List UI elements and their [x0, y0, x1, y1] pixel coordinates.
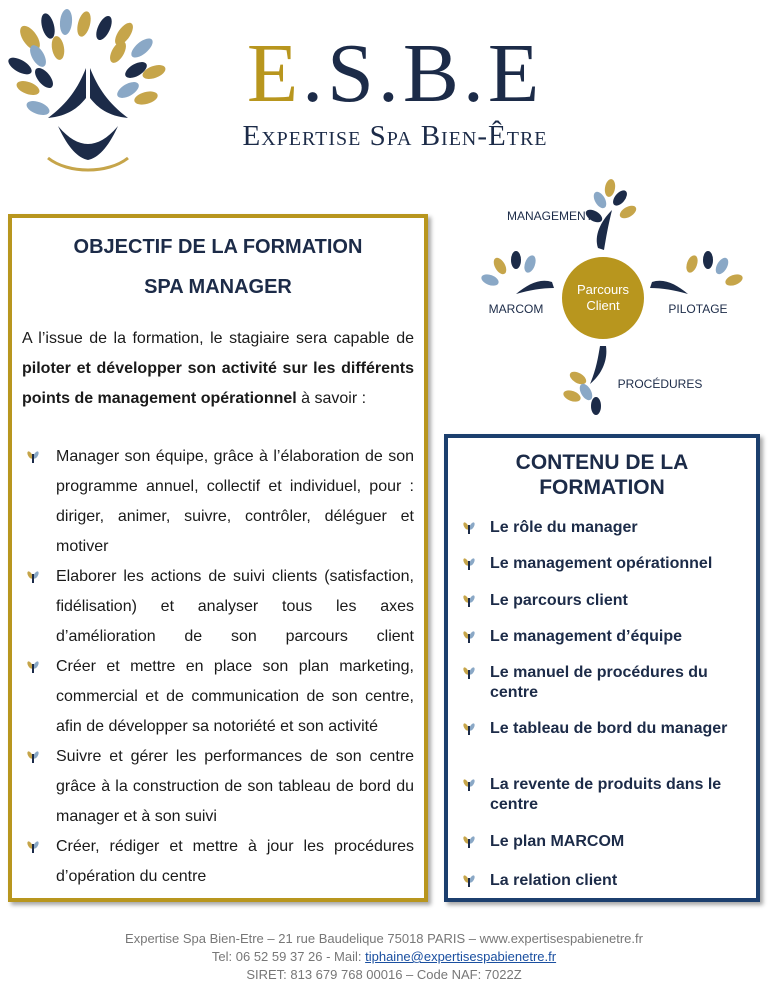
brand-subtitle: Expertise Spa Bien-Être — [242, 120, 548, 152]
footer-email-link[interactable]: tiphaine@expertisespabienetre.fr — [365, 949, 557, 964]
center-label-1: Parcours — [576, 282, 630, 297]
intro-after: à savoir : — [296, 390, 367, 407]
logo-tree-icon — [8, 8, 168, 176]
contenu-item-text: Le rôle du manager — [490, 519, 638, 536]
objectif-list — [22, 442, 414, 892]
objectif-item-text: Manager son équipe, grâce à l’élaboration de son programme annuel, collectif et individuel, pour : diriger, animer, suivre, contrôler, déléguer et motiver — [56, 448, 414, 555]
objectif-panel — [8, 214, 428, 902]
label-marcom: MARCOM — [488, 302, 544, 316]
contenu-item-text: La revente de produits dans le centre — [490, 776, 722, 813]
leaf-bullet-icon — [462, 557, 476, 571]
contenu-item — [456, 554, 748, 574]
label-management: MANAGEMENT — [506, 209, 594, 223]
leaf-bullet-icon — [26, 570, 40, 584]
contenu-item-text: Le plan MARCOM — [490, 833, 625, 850]
objectif-item — [22, 442, 414, 562]
contenu-item-text: Le parcours client — [490, 592, 628, 609]
brand-initial: E — [246, 27, 303, 120]
contenu-item-text: Le management d’équipe — [490, 628, 683, 645]
leaf-bullet-icon — [26, 450, 40, 464]
leaf-bullet-icon — [26, 750, 40, 764]
contenu-item — [456, 627, 748, 647]
center-label-2: Client — [586, 298, 620, 313]
contenu-title: CONTENU DE LA FORMATION — [515, 451, 689, 499]
objectif-intro — [22, 324, 414, 414]
footer-contact — [0, 948, 768, 966]
footer-tel: Tel: 06 52 59 37 26 - Mail: — [211, 949, 366, 964]
objectif-item-text: Elaborer les actions de suivi clients (satisfaction, fidélisation) et analyser tous les axes d’amélioration de son parcours client — [56, 568, 414, 645]
leaf-bullet-icon — [26, 660, 40, 674]
objectif-item-text: Créer et mettre en place son plan marketing, commercial et de communication de son centre, afin de développer sa notoriété et son activité — [56, 658, 414, 735]
procedures-branch-icon — [562, 346, 607, 415]
leaf-bullet-icon — [462, 778, 476, 792]
label-procedures: PROCÉDURES — [617, 377, 703, 391]
leaf-bullet-icon — [462, 594, 476, 608]
contenu-item — [456, 871, 748, 891]
contenu-item — [456, 663, 748, 703]
leaf-bullet-icon — [462, 521, 476, 535]
marcom-branch-icon — [480, 251, 554, 294]
contenu-item-text: Le manuel de procédures du centre — [490, 664, 708, 701]
objectif-item — [22, 742, 414, 832]
parcours-diagram — [470, 170, 756, 426]
pilotage-branch-icon — [650, 251, 744, 294]
leaf-bullet-icon — [26, 840, 40, 854]
label-pilotage: PILOTAGE — [668, 302, 728, 316]
contenu-panel — [444, 434, 760, 902]
contenu-item — [456, 775, 748, 815]
contenu-item — [456, 518, 748, 538]
leaf-bullet-icon — [462, 722, 476, 736]
footer-siret: SIRET: 813 679 768 00016 – Code NAF: 7022Z — [246, 967, 522, 982]
objectif-item — [22, 652, 414, 742]
objectif-item-text: Suivre et gérer les performances de son centre grâce à la construction de son tableau de bord du manager et à son suivi — [56, 748, 414, 825]
contenu-item — [456, 832, 748, 852]
contenu-item-text: Le management opérationnel — [490, 555, 713, 572]
contenu-item — [456, 719, 748, 739]
contenu-item-text: La relation client — [490, 872, 618, 889]
footer-address: Expertise Spa Bien-Etre – 21 rue Baudelique 75018 PARIS – www.expertisespabienetre.fr — [125, 931, 643, 946]
contenu-item — [456, 591, 748, 611]
leaf-bullet-icon — [462, 835, 476, 849]
leaf-bullet-icon — [462, 874, 476, 888]
brand-rest: .S.B.E — [302, 27, 544, 120]
objectif-title: OBJECTIF DE LA FORMATION — [73, 236, 363, 258]
footer — [0, 930, 768, 984]
objectif-item-text: Créer, rédiger et mettre à jour les procédures d’opération du centre — [56, 838, 414, 885]
brand-title — [160, 28, 630, 120]
intro-bold: piloter et développer son activité sur les différents points de management opérationnel — [22, 360, 414, 407]
leaf-bullet-icon — [462, 630, 476, 644]
objectif-subtitle: SPA MANAGER — [144, 276, 292, 298]
contenu-item-text: Le tableau de bord du manager — [490, 720, 728, 737]
objectif-item — [22, 562, 414, 652]
brand-header — [160, 28, 630, 153]
intro-text: A l’issue de la formation, le stagiaire sera capable de — [22, 330, 414, 347]
leaf-bullet-icon — [462, 666, 476, 680]
objectif-item — [22, 832, 414, 892]
